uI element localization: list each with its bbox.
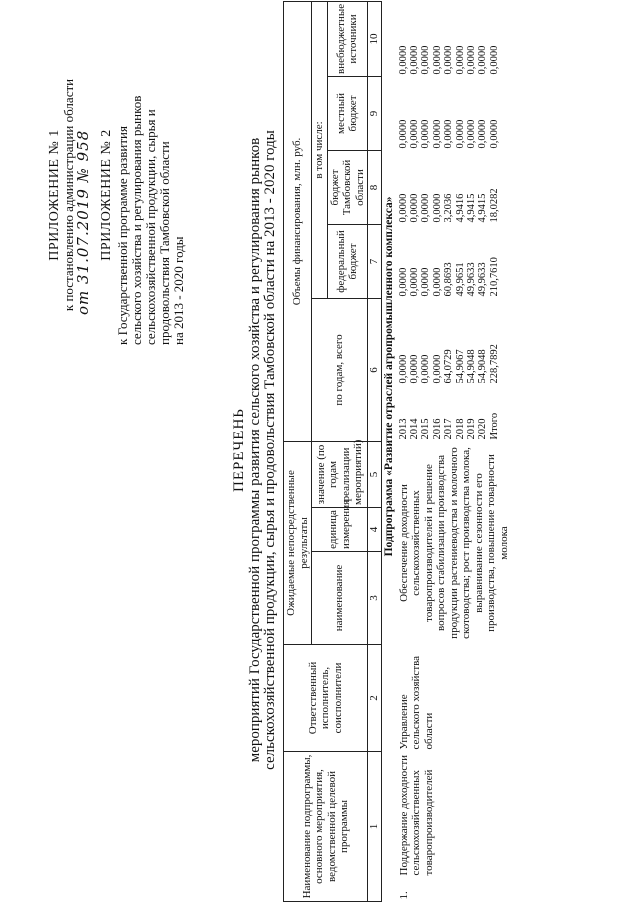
title-heading: ПЕРЕЧЕНЬ <box>231 408 247 492</box>
header-col-financing: Объемы финансирования, млн. руб. <box>284 1 312 441</box>
header-result-value: значение (по годам реализации мероприятий) <box>312 442 368 508</box>
title-line: мероприятий Государственной программы развития сельского хозяйства и регулирования рынков <box>247 137 263 763</box>
header-result-name: наименование <box>312 552 368 645</box>
appendix-header <box>48 45 186 345</box>
appendix1-subtitle: к постановлению администрации области <box>61 78 76 312</box>
row-name-cell <box>397 752 512 902</box>
appendix2-label: ПРИЛОЖЕНИЕ № 2 <box>99 129 114 261</box>
column-number: 6 <box>368 299 382 442</box>
appendix2-line: продовольствия Тамбовской области <box>157 141 172 345</box>
header-col-name: Наименование подпрограммы, основного мероприятия, ведомственной целевой программы <box>284 752 368 902</box>
header-regional-budget: бюджет Тамбовской области <box>327 151 368 225</box>
header-fin-years: по годам, всего <box>312 299 368 442</box>
row-total: 0,0000 0,0000 0,0000 0,0000 64,0729 54,9067 54,9048 54,9048 228,7892 <box>397 344 500 384</box>
row-executor: Управление сельского хозяйства области <box>397 655 435 750</box>
title-line: сельскохозяйственной продукции, сырья и продовольствия Тамбовской области на 2013 - 2020 годы <box>262 130 278 770</box>
column-number: 2 <box>368 645 382 752</box>
row-number: 1. <box>397 891 410 900</box>
header-col-executor: Ответственный исполнитель, соисполнители <box>284 645 368 752</box>
column-number: 7 <box>368 225 382 299</box>
appendix1-label: ПРИЛОЖЕНИЕ № 1 <box>47 129 62 261</box>
column-number: 3 <box>368 552 382 645</box>
row-years-total-cell <box>397 299 512 442</box>
document-title <box>232 125 278 775</box>
appendix2-line: сельскохозяйственной продукции, сырья и <box>143 109 158 345</box>
column-number: 10 <box>368 1 382 76</box>
column-number: 5 <box>368 442 382 508</box>
row-local: 0,0000 0,0000 0,0000 0,0000 0,0000 0,0000 0,0000 0,0000 0,0000 <box>397 119 500 149</box>
subprogram-title: Подпрограмма «Развитие отраслей агропромышленного комплекса» <box>383 196 395 557</box>
header-col-results: Ожидаемые непосредственные результаты <box>284 442 312 645</box>
measures-table <box>283 1 511 902</box>
appendix2-lines <box>116 45 186 345</box>
appendix2-line: сельского хозяйства и регулирования рынков <box>129 95 144 345</box>
appendix2-line: на 2013 - 2020 годы <box>171 236 186 345</box>
column-number: 1 <box>368 752 382 902</box>
row-years: 2013 2014 2015 2016 2017 2018 2019 2020 Итого <box>397 412 500 440</box>
header-local-budget: местный бюджет <box>327 77 368 151</box>
appendix1-date-handwritten: от 31.07.2019 № 958 <box>74 129 92 315</box>
header-external-sources: внебюджетные источники <box>327 1 368 76</box>
table-row <box>397 1 512 901</box>
column-number: 4 <box>368 508 382 552</box>
appendix2-line: к Государственной программе развития <box>115 126 130 345</box>
row-external: 0,0000 0,0000 0,0000 0,0000 0,0000 0,0000 0,0000 0,0000 0,0000 <box>397 45 500 75</box>
header-result-unit: единица измерения <box>312 508 368 552</box>
header-fed-budget: федеральный бюджет <box>327 225 368 299</box>
header-fin-including: в том числе: <box>312 1 328 298</box>
row-result: Обеспечение доходности сельскохозяйственных товаропроизводителей и решение вопросов стабилизации производства продукции растениеводства и молочного скотоводства; рост производства молока, выравнивание сезонности его производства, повышение товарности молока <box>397 447 510 639</box>
column-number: 8 <box>368 151 382 225</box>
column-numbers-row <box>368 1 382 901</box>
row-regional: 0,0000 0,0000 0,0000 0,0000 3,2036 4,9416 4,9415 4,9415 18,0282 <box>397 188 500 223</box>
column-number: 9 <box>368 77 382 151</box>
row-federal: 0,0000 0,0000 0,0000 0,0000 60,8693 49,9651 49,9633 49,9633 210,7610 <box>397 257 500 297</box>
row-name: Поддержание доходности сельскохозяйственных товаропроизводителей <box>397 754 435 876</box>
